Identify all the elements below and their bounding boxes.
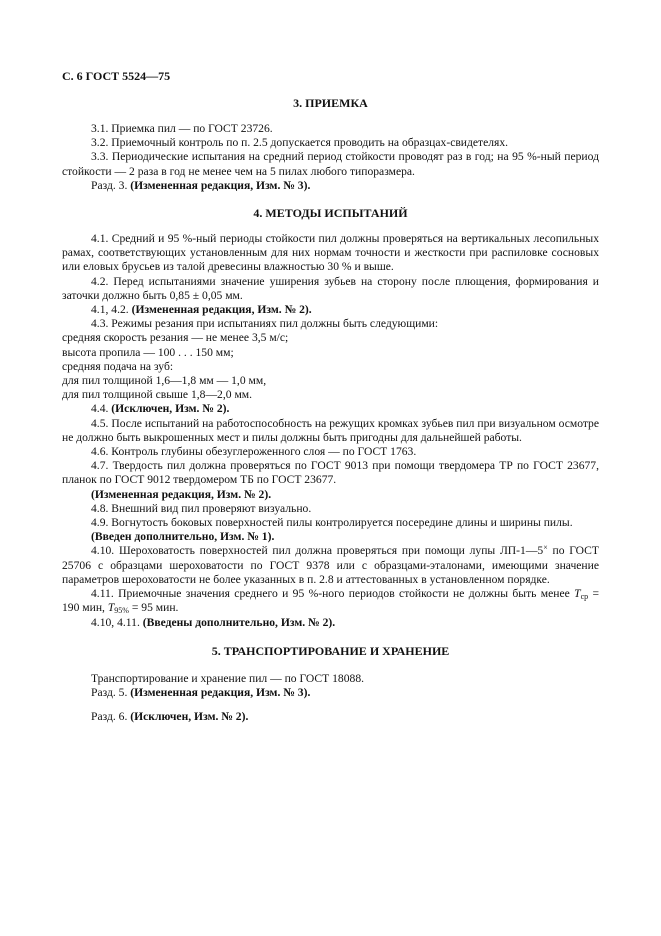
- page-header: С. 6 ГОСТ 5524—75: [62, 69, 171, 83]
- note-lead: Разд. 6.: [91, 710, 128, 724]
- paragraph-4-8: 4.8. Внешний вид пил проверяют визуально.: [91, 501, 312, 515]
- paragraph-4-3-line-4: для пил толщиной 1,6—1,8 мм — 1,0 мм,: [62, 374, 267, 388]
- note-lead: 4.4.: [91, 402, 109, 416]
- note-bold: (Измененная редакция, Изм. № 3).: [130, 178, 311, 192]
- paragraph-4-4: [62, 402, 599, 416]
- paragraph-5-1: Транспортирование и хранение пил — по ГОСТ 18088.: [91, 671, 365, 685]
- note-bold: (Измененная редакция, Изм. № 3).: [130, 685, 311, 699]
- text-part: 4.11. Приемочные значения среднего и 95 %-ного периодов стойкости не должны быть менее: [91, 587, 570, 601]
- paragraph-4-1-4-2-note: [62, 303, 599, 317]
- paragraph-4-5: 4.5. После испытаний на работоспособность на режущих кромках зубьев пил при визуальном осмотре не должно быть выкрошенных мест и пилы должны быть пригодны для дальнейшей работы.: [62, 416, 599, 444]
- superscript: ×: [543, 543, 548, 553]
- note-lead: 4.10, 4.11.: [91, 615, 140, 629]
- subscript: 95%: [114, 606, 129, 616]
- text-part: = 190 мин,: [62, 587, 600, 615]
- text-part: 4.10. Шероховатость поверхностей пил должна проверяться при помощи лупы ЛП-1—5: [91, 544, 544, 558]
- paragraph-4-9: 4.9. Вогнутость боковых поверхностей пилы контролируется посередине длины и ширины пилы.: [91, 516, 573, 530]
- paragraph-4-9-note: (Введен дополнительно, Изм. № 1).: [91, 530, 275, 544]
- paragraph-4-3-line-5: для пил толщиной свыше 1,8—2,0 мм.: [62, 388, 253, 402]
- paragraph-3-note: [62, 179, 599, 193]
- section-5-title: 5. ТРАНСПОРТИРОВАНИЕ И ХРАНЕНИЕ: [211, 643, 450, 658]
- paragraph-4-3-line-1: средняя скорость резания — не менее 3,5 м/с;: [62, 331, 289, 345]
- note-bold: (Введены дополнительно, Изм. № 2).: [142, 615, 336, 629]
- paragraph-4-3-line-3: средняя подача на зуб:: [62, 359, 174, 373]
- paragraph-4-6: 4.6. Контроль глубины обезуглероженного слоя — по ГОСТ 1763.: [91, 445, 417, 459]
- section-3-title: 3. ПРИЕМКА: [293, 96, 368, 110]
- paragraph-4-7-note: (Измененная редакция, Изм. № 2).: [91, 487, 272, 501]
- note-lead: 4.1, 4.2.: [91, 303, 129, 317]
- note-bold: (Исключен, Изм. № 2).: [130, 710, 249, 724]
- paragraph-4-3-line-2: высота пропила — 100 . . . 150 мм;: [62, 345, 234, 359]
- note-bold: (Измененная редакция, Изм. № 2).: [131, 303, 312, 317]
- paragraph-4-7: 4.7. Твердость пил должна проверяться по ГОСТ 9013 при помощи твердомера ТР по ГОСТ 23677, планок по ГОСТ 9012 твердомером ТБ по ГОСТ 23677.: [62, 459, 599, 487]
- text-part: по ГОСТ 25706 с образцами шероховатости по ГОСТ 9378 или с образцами-эталонами, имеющими значение параметров шероховатости не более указанных в п. 2.8 и аттестованных в установленном порядке.: [62, 544, 599, 586]
- symbol-t: T: [574, 587, 581, 601]
- paragraph-4-3: 4.3. Режимы резания при испытаниях пил должны быть следующими:: [91, 317, 439, 331]
- note-lead: Разд. 3.: [91, 178, 128, 192]
- paragraph-4-10: [62, 544, 599, 587]
- note-lead: Разд. 5.: [91, 685, 128, 699]
- subscript: ср: [580, 592, 589, 602]
- symbol-t: T: [107, 601, 115, 615]
- paragraph-3-2: 3.2. Приемочный контроль по п. 2.5 допускается проводить на образцах-свидетелях.: [91, 136, 509, 150]
- paragraph-4-2: 4.2. Перед испытаниями значение уширения зубьев на сторону после плющения, формирования и заточки должно быть 0,85 ± 0,05 мм.: [62, 274, 599, 302]
- section-4-title: 4. МЕТОДЫ ИСПЫТАНИЙ: [253, 206, 408, 221]
- paragraph-4-1: 4.1. Средний и 95 %-ный периоды стойкости пил должны проверяться на вертикальных лесопильных рамах, соответствующих установленным для них нормам точности и жесткости при распиловке сосновых или еловых брусьев из талой древесины влажностью 30 % и выше.: [62, 232, 599, 274]
- paragraph-5-note: [62, 686, 599, 700]
- paragraph-3-1: 3.1. Приемка пил — по ГОСТ 23726.: [91, 122, 273, 135]
- paragraph-3-3: 3.3. Периодические испытания на средний период стойкости проводят раз в год; на 95 %-ный период стойкости — 2 раза в год не менее чем на 5 пилах любого типоразмера.: [62, 150, 599, 178]
- note-bold: (Исключен, Изм. № 2).: [111, 402, 230, 416]
- paragraph-6-note: [62, 710, 599, 724]
- paragraph-4-11: [62, 587, 599, 615]
- text-part: = 95 мин.: [128, 601, 179, 615]
- paragraph-4-10-4-11-note: [62, 616, 599, 630]
- page-content: [62, 96, 599, 724]
